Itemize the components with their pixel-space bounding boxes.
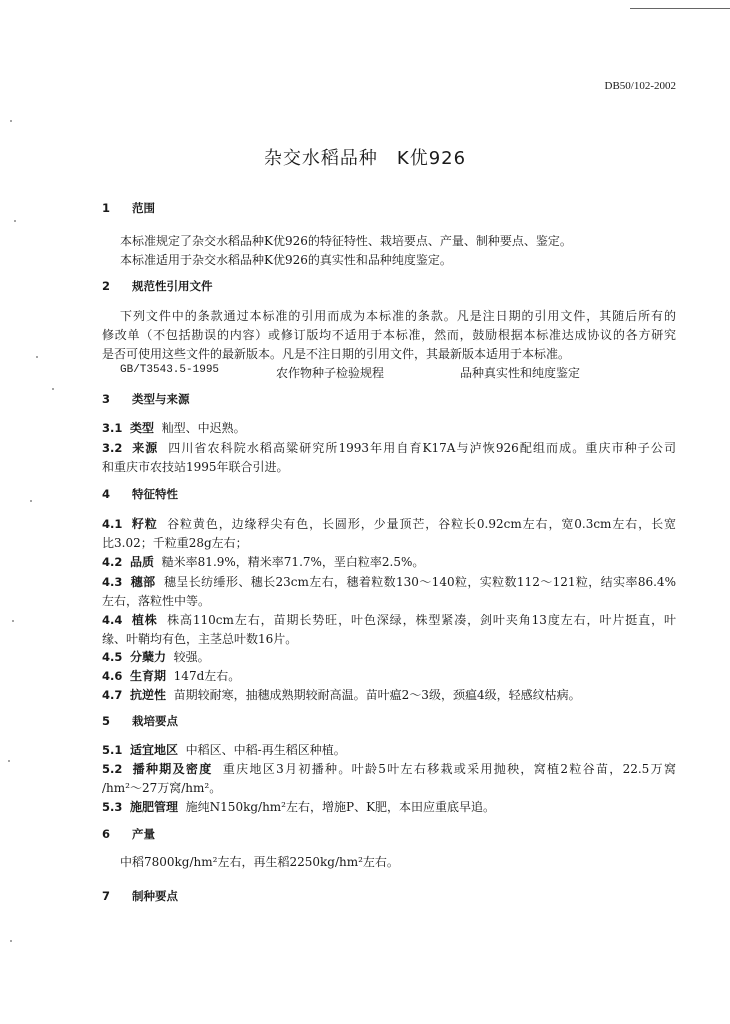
item-number: 5.3	[102, 800, 123, 814]
item-4-3-continued: 左右，落粒性中等。	[102, 594, 211, 608]
item-label: 抗逆性	[130, 688, 167, 702]
section-number: 1	[102, 201, 111, 215]
document-title: 杂交水稻品种 K优926	[263, 148, 467, 169]
item-number: 4.5	[102, 650, 123, 664]
item-number: 3.2	[102, 441, 123, 455]
item-number: 4.1	[102, 517, 123, 531]
item-label: 来源	[132, 441, 159, 455]
item-label: 播种期及密度	[132, 762, 213, 776]
item-4-1-continued: 比3.02；千粒重28g左右；	[102, 536, 248, 550]
item-5-1	[102, 741, 346, 758]
section-number: 3	[102, 392, 111, 406]
section-6-heading	[102, 826, 155, 842]
section-2-heading	[102, 278, 213, 294]
scan-speck	[14, 220, 16, 222]
scan-speck	[8, 760, 10, 762]
item-label: 籽粒	[131, 517, 158, 531]
section-title: 制种要点	[132, 889, 178, 903]
item-4-4	[102, 611, 676, 628]
section-6-paragraph: 中稻7800kg/hm²左右，再生稻2250kg/hm²左右。	[120, 855, 399, 869]
scan-speck	[30, 500, 32, 502]
section-2-line-1: 下列文件中的条款通过本标准的引用而成为本标准的条款。凡是注日期的引用文件，其随后所有的	[120, 309, 676, 323]
scan-edge-line	[630, 8, 730, 9]
item-4-4-continued: 缘、叶鞘均有色，主茎总叶数16片。	[102, 632, 298, 646]
item-text: 中稻区、中稻-再生稻区种植。	[185, 743, 346, 757]
section-title: 类型与来源	[132, 392, 190, 406]
item-number: 4.7	[102, 688, 123, 702]
section-number: 4	[102, 487, 111, 501]
scan-speck	[10, 940, 12, 942]
item-4-5	[102, 648, 210, 665]
reference-title-1: 农作物种子检验规程	[276, 366, 385, 380]
section-5-heading	[102, 713, 178, 729]
reference-title-2: 品种真实性和纯度鉴定	[460, 366, 581, 380]
section-2-line-2: 修改单（不包括勘误的内容）或修订版均不适用于本标准，然而，鼓励根据本标准达成协议的各方研究	[102, 328, 676, 342]
scan-speck	[36, 356, 38, 358]
section-number: 6	[102, 827, 111, 841]
item-number: 4.6	[102, 669, 123, 683]
section-title: 范围	[132, 201, 155, 215]
section-2-line-3: 是否可使用这些文件的最新版本。凡是不注日期的引用文件，其最新版本适用于本标准。	[102, 347, 571, 361]
section-1-paragraph-1: 本标准规定了杂交水稻品种K优926的特征特性、栽培要点、产量、制种要点、鉴定。	[120, 234, 572, 248]
item-number: 4.2	[102, 555, 123, 569]
section-title: 规范性引用文件	[132, 279, 213, 293]
item-text: 较强。	[173, 650, 210, 664]
item-number: 3.1	[102, 421, 123, 435]
item-text: 苗期较耐寒，抽穗成熟期较耐高温。苗叶瘟2～3级，颈瘟4级，轻感纹枯病。	[173, 688, 581, 702]
item-3-1	[102, 419, 246, 436]
section-number: 7	[102, 889, 111, 903]
section-title: 产量	[132, 827, 155, 841]
item-text: 穗呈长纺缍形、穗长23cm左右，穗着粒数130～140粒，实粒数112～121粒，结实率86.4%	[164, 575, 676, 589]
item-4-3	[102, 573, 676, 590]
item-4-7	[102, 686, 581, 703]
section-3-heading	[102, 391, 190, 407]
item-text: 谷粒黄色，边缘稃尖有色，长圆形，少量顶芒，谷粒长0.92cm左右，宽0.3cm左右，长宽	[167, 517, 676, 531]
item-number: 5.1	[102, 743, 123, 757]
section-4-heading	[102, 486, 178, 502]
item-label: 品质	[130, 555, 155, 569]
section-title: 特征特性	[132, 487, 178, 501]
item-5-3	[102, 798, 495, 815]
item-number: 5.2	[102, 762, 123, 776]
item-label: 类型	[130, 421, 155, 435]
item-5-2-continued: /hm²～27万窝/hm²。	[102, 781, 222, 795]
item-label: 穗部	[130, 575, 156, 589]
item-number: 4.3	[102, 575, 123, 589]
reference-code: GB/T3543.5-1995	[120, 364, 220, 376]
section-number: 2	[102, 279, 111, 293]
item-4-1	[102, 515, 676, 532]
item-text: 施纯N150kg/hm²左右，增施P、K肥，本田应重底早追。	[185, 800, 496, 814]
scan-speck	[12, 620, 14, 622]
item-text: 糙米率81.9%，精米率71.7%，垩白粒率2.5%。	[161, 555, 425, 569]
item-text: 株高110cm左右，苗期长势旺，叶色深绿，株型紧凑，剑叶夹角13度左右，叶片挺直，叶	[167, 613, 676, 627]
item-text: 四川省农科院水稻高粱研究所1993年用自育K17A与泸恢926配组而成。重庆市种子公司	[168, 441, 676, 455]
item-label: 植株	[131, 613, 158, 627]
item-4-2	[102, 553, 424, 570]
item-4-6	[102, 667, 240, 684]
item-label: 适宜地区	[130, 743, 179, 757]
item-text: 重庆地区3月初播种。叶龄5叶左右移栽或采用抛秧，窝植2粒谷苗，22.5万窝	[222, 762, 676, 776]
section-number: 5	[102, 714, 111, 728]
item-label: 施肥管理	[130, 800, 179, 814]
document-code: DB50/102-2002	[604, 80, 676, 92]
section-7-heading	[102, 888, 178, 904]
scan-speck	[10, 120, 12, 122]
item-3-2	[102, 439, 676, 456]
section-1-paragraph-2: 本标准适用于杂交水稻品种K优926的真实性和品种纯度鉴定。	[120, 253, 452, 267]
scan-speck	[52, 388, 54, 390]
item-text: 籼型、中迟熟。	[161, 421, 246, 435]
item-label: 生育期	[130, 669, 167, 683]
section-1-heading	[102, 200, 155, 216]
item-label: 分蘖力	[130, 650, 167, 664]
item-5-2	[102, 760, 676, 777]
item-text: 147d左右。	[173, 669, 241, 683]
item-number: 4.4	[102, 613, 123, 627]
item-3-2-continued: 和重庆市农技站1995年联合引进。	[102, 460, 289, 474]
section-title: 栽培要点	[132, 714, 178, 728]
